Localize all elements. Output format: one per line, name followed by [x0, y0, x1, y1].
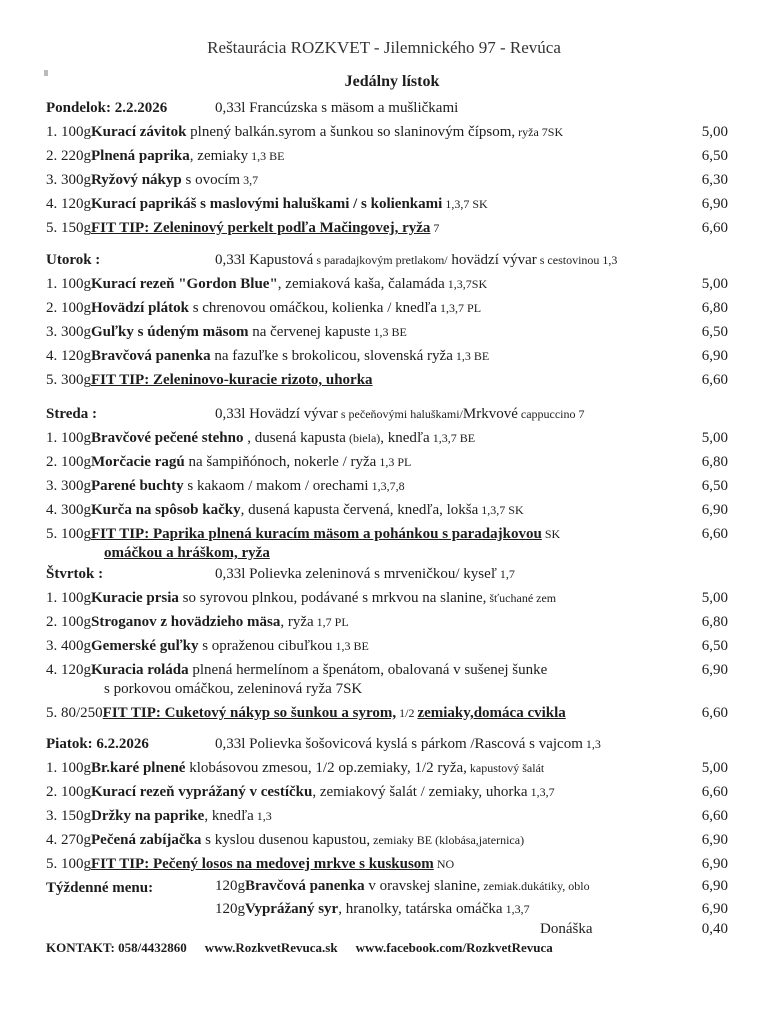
allergens: 3,7: [240, 173, 259, 187]
menu-item: [46, 502, 738, 524]
price: 6,90: [701, 832, 728, 848]
day-heading: [46, 252, 100, 269]
soup-detail: 1,7: [496, 567, 515, 581]
soup-volume: 0,33l: [215, 566, 246, 582]
dish-name: Gemerské guľky: [91, 638, 199, 654]
dish-note: (biela): [345, 431, 381, 445]
soup-volume: 0,33l: [215, 736, 246, 752]
allergens: NO: [433, 857, 455, 871]
menu-item: [46, 324, 738, 346]
menu-item-text: [46, 148, 284, 165]
allergens: 1,3: [253, 809, 272, 823]
fit-tip-detail: 1/2: [396, 706, 418, 720]
dish-name: Vyprážaný syr: [245, 901, 339, 917]
dish-description: so syrovou plnkou, podávané s mrkvou na slanine,: [178, 590, 487, 606]
day-heading: [46, 406, 97, 423]
price: 6,90: [701, 348, 728, 364]
soup-name: Kapustová: [249, 252, 314, 268]
allergens: ryža 7SK: [515, 125, 564, 139]
dish-description: , dusená kapusta: [243, 430, 346, 446]
soup-name: Polievka zeleninová s mrveničkou/ kyseľ: [249, 566, 497, 582]
dish-description: s kakaom / makom / orechami: [183, 478, 369, 494]
price: 6,60: [701, 784, 728, 800]
allergens: 1,3 BE: [248, 149, 285, 163]
dish-description-cont: , knedľa: [380, 430, 430, 446]
soup-alt-name: Mrkvové: [462, 406, 518, 422]
menu-item-text: [46, 808, 272, 825]
allergens: 1,3,7 SK: [478, 503, 524, 517]
dish-name: Guľky s údeným mäsom: [91, 324, 249, 340]
day-heading: [46, 736, 149, 753]
menu-item-text: [46, 502, 524, 519]
item-number-weight: 2. 220g: [46, 148, 91, 164]
fit-tip-name: FIT TIP: Pečený losos na medovej mrkve s kuskusom: [91, 856, 434, 872]
soup-alt-name: hovädzí vývar: [447, 252, 537, 268]
weekly-menu-item: [215, 878, 738, 900]
fit-tip-name-cont: omáčkou a hráškom, ryža: [104, 545, 270, 561]
dish-description: , zemiakový šalát / zemiaky, uhorka: [312, 784, 528, 800]
item-number-weight: 1. 100g: [46, 590, 91, 606]
facebook-link: www.facebook.com/RozkvetRevuca: [355, 940, 553, 955]
day-name: Streda :: [46, 406, 97, 422]
day-name: Štvrtok :: [46, 566, 104, 582]
menu-title: Jedálny lístok: [344, 73, 440, 90]
item-number-weight: 2. 100g: [46, 614, 91, 630]
dish-description: , ryža: [280, 614, 314, 630]
menu-item-text: [46, 832, 524, 849]
dish-name: Br.karé plnené: [91, 760, 186, 776]
menu-item: [46, 590, 738, 612]
dish-description: na červenej kapuste: [248, 324, 371, 340]
price: 6,60: [701, 220, 728, 236]
dish-name: Kurací rezeň "Gordon Blue": [91, 276, 278, 292]
soup-detail: s paradajkovým pretlakom/: [313, 253, 448, 267]
allergens: 1,3,7: [502, 902, 530, 916]
dish-name: Kurací rezeň vyprážaný v cestíčku: [91, 784, 313, 800]
day-name: Piatok:: [46, 736, 93, 752]
price: 6,50: [701, 638, 728, 654]
price: 6,50: [701, 148, 728, 164]
item-number-weight: 3. 300g: [46, 324, 91, 340]
price: 5,00: [701, 590, 728, 606]
price: 5,00: [701, 760, 728, 776]
menu-item: [46, 220, 738, 242]
menu-item-text: [46, 430, 475, 447]
soup-detail: 1,3: [582, 737, 601, 751]
price: 6,50: [701, 324, 728, 340]
item-number-weight: 3. 150g: [46, 808, 91, 824]
menu-item: [46, 760, 738, 782]
soup-alt-detail: s cestovinou 1,3: [536, 253, 618, 267]
dish-name: Stroganov z hovädzieho mäsa: [91, 614, 281, 630]
contact-phone: KONTAKT: 058/4432860: [46, 940, 187, 955]
price: 6,90: [701, 502, 728, 518]
allergens: 1,3 BE: [452, 349, 490, 363]
allergens: zemiaky BE (klobása,jaternica): [370, 833, 525, 847]
allergens: 1,3,7 BE: [429, 431, 476, 445]
dish-description: , hranolky, tatárska omáčka: [338, 901, 503, 917]
allergens: 1,3,7 SK: [442, 197, 488, 211]
soup-volume: 0,33l: [215, 406, 246, 422]
menu-item: [46, 124, 738, 146]
price: 6,60: [701, 372, 728, 388]
menu-item: [46, 454, 738, 476]
price: 6,80: [701, 614, 728, 630]
day-soup: [215, 736, 601, 753]
soup-volume: 0,33l: [215, 252, 246, 268]
item-number-weight: 4. 270g: [46, 832, 91, 848]
menu-item: [46, 638, 738, 660]
soup-detail: s pečeňovými haluškami/: [337, 407, 463, 421]
menu-item: [46, 348, 738, 370]
price: 6,90: [701, 856, 728, 872]
item-number-weight: 3. 300g: [46, 478, 91, 494]
menu-item-text: [46, 220, 439, 237]
menu-item: [46, 430, 738, 452]
dish-description: v oravskej slanine,: [364, 878, 481, 894]
dish-name: Pečená zabíjačka: [91, 832, 202, 848]
price: 6,60: [701, 808, 728, 824]
item-number-weight: 5. 80/250: [46, 705, 103, 721]
restaurant-header: Reštaurácia ROZKVET - Jilemnického 97 - Revúca: [207, 38, 561, 57]
menu-item-text: [46, 454, 411, 471]
dish-description: , zemiaky: [189, 148, 249, 164]
menu-item-text: [46, 662, 547, 679]
item-weight: 120g: [215, 901, 245, 917]
menu-item-text: [46, 276, 487, 293]
dish-name: Morčacie ragú: [91, 454, 185, 470]
dish-name: Plnená paprika: [91, 148, 190, 164]
item-number-weight: 5. 300g: [46, 372, 91, 388]
allergens: kapustový šalát: [466, 761, 545, 775]
dish-name: Kurča na spôsob kačky: [91, 502, 241, 518]
price: 6,50: [701, 478, 728, 494]
fit-tip-name-cont: zemiaky,domáca cvikla: [417, 705, 566, 721]
allergens: 1,7 PL: [313, 615, 349, 629]
item-weight: 120g: [215, 878, 245, 894]
item-number-weight: 4. 120g: [46, 348, 91, 364]
fit-tip-name: FIT TIP: Cuketový nákyp so šunkou a syrom,: [102, 705, 397, 721]
menu-item: [46, 856, 738, 878]
delivery-label: Donáška: [540, 921, 593, 937]
day-date: 6.2.2026: [96, 736, 149, 752]
menu-item-text: [46, 196, 488, 213]
menu-item-text: [46, 526, 560, 543]
menu-item-text: [46, 856, 454, 873]
menu-item-text: [46, 172, 258, 189]
menu-item-text: [46, 300, 481, 317]
price: 5,00: [701, 124, 728, 140]
dish-name: Kuracia roláda: [91, 662, 189, 678]
day-name: Utorok :: [46, 252, 101, 268]
dish-name: Kurací závitok: [91, 124, 187, 140]
day-heading: [46, 566, 103, 583]
item-number-weight: 1. 100g: [46, 124, 91, 140]
menu-item-text: [46, 478, 405, 495]
item-number-weight: 2. 100g: [46, 454, 91, 470]
delivery-price: 0,40: [701, 921, 728, 937]
dish-name: Bravčová panenka: [245, 878, 365, 894]
price: 6,80: [701, 454, 728, 470]
menu-item: [46, 832, 738, 854]
allergens: 1,3,7: [527, 785, 555, 799]
dish-name: Kurací paprikáš s maslovými haluškami / s kolienkami: [91, 196, 443, 212]
dish-description: s chrenovou omáčkou, kolienka / knedľa: [188, 300, 438, 316]
menu-item: [46, 196, 738, 218]
item-number-weight: 3. 300g: [46, 172, 91, 188]
menu-item-text: [46, 705, 566, 722]
menu-item-text: [46, 372, 373, 389]
dish-name: Kuracie prsia: [91, 590, 179, 606]
dish-description: s opraženou cibuľkou: [198, 638, 333, 654]
menu-item: [46, 300, 738, 322]
menu-item-text: [46, 638, 369, 655]
price: 6,90: [701, 662, 728, 678]
dish-description: , dusená kapusta červená, knedľa, lokša: [240, 502, 479, 518]
price: 5,00: [701, 430, 728, 446]
dish-description: , knedľa: [204, 808, 254, 824]
menu-item-text: [46, 760, 544, 777]
item-number-weight: 1. 100g: [46, 760, 91, 776]
menu-item: [46, 172, 738, 194]
footer-contact: [46, 940, 571, 956]
menu-item-text: [46, 324, 407, 341]
dish-description: klobásovou zmesou, 1/2 op.zemiaky, 1/2 ryža,: [185, 760, 467, 776]
price: 6,90: [701, 901, 728, 917]
price: 6,60: [701, 526, 728, 542]
allergens: 7: [430, 221, 440, 235]
menu-item: [46, 276, 738, 298]
item-number-weight: 2. 100g: [46, 784, 91, 800]
menu-item-text: [46, 614, 349, 631]
menu-item-continuation: [104, 545, 270, 562]
dish-name: Hovädzí plátok: [91, 300, 189, 316]
weekly-menu-item: [215, 901, 738, 923]
allergens: 1,3,7,8: [368, 479, 405, 493]
allergens: 1,3,7 PL: [437, 301, 482, 315]
item-number-weight: 2. 100g: [46, 300, 91, 316]
soup-alt-detail: cappuccino 7: [517, 407, 585, 421]
day-soup: [215, 252, 617, 269]
allergens: zemiak.dukátiky, oblo: [480, 879, 590, 893]
day-soup: [215, 566, 515, 583]
dish-description-cont: s porkovou omáčkou, zeleninová ryža 7SK: [104, 681, 363, 697]
day-date: 2.2.2026: [114, 100, 168, 116]
allergens: 1,3,7SK: [444, 277, 488, 291]
menu-item-text: [46, 348, 489, 365]
price: 6,90: [701, 196, 728, 212]
dish-name: Bravčové pečené stehno: [91, 430, 244, 446]
fit-tip-name: FIT TIP: Zeleninovo-kuracie rizoto, uhorka: [91, 372, 373, 388]
menu-item: [46, 478, 738, 500]
soup-name: Polievka šošovicová kyslá s párkom /Rascová s vajcom: [249, 736, 583, 752]
item-number-weight: 4. 120g: [46, 662, 91, 678]
price: 6,60: [701, 705, 728, 721]
dish-name: Ryžový nákyp: [91, 172, 182, 188]
menu-item-continuation: [104, 681, 362, 698]
scan-speck: [44, 70, 48, 76]
dish-description: na fazuľke s brokolicou, slovenská ryža: [210, 348, 453, 364]
item-number-weight: 1. 100g: [46, 276, 91, 292]
item-number-weight: 5. 100g: [46, 856, 91, 872]
menu-item: [46, 705, 738, 727]
day-heading: [46, 100, 167, 117]
fit-tip-name: FIT TIP: Paprika plnená kuracím mäsom a pohánkou s paradajkovou: [91, 526, 542, 542]
item-number-weight: 4. 120g: [46, 196, 91, 212]
allergens: šťuchané zem: [486, 591, 557, 605]
soup-volume: 0,33l: [215, 100, 246, 116]
fit-tip-name: FIT TIP: Zeleninový perkelt podľa Mačingovej, ryža: [91, 220, 431, 236]
allergens: 1,3 BE: [370, 325, 407, 339]
menu-item: [46, 372, 738, 394]
menu-item: [46, 148, 738, 170]
price: 6,80: [701, 300, 728, 316]
menu-item-text: [46, 590, 556, 607]
dish-description: s ovocím: [181, 172, 241, 188]
dish-description: , zemiaková kaša, čalamáda: [277, 276, 445, 292]
dish-description: plnená hermelínom a špenátom, obalovaná v sušenej šunke: [188, 662, 548, 678]
price: 5,00: [701, 276, 728, 292]
allergens: SK: [541, 527, 561, 541]
item-number-weight: 3. 400g: [46, 638, 91, 654]
day-soup: [215, 100, 458, 117]
item-number-weight: 4. 300g: [46, 502, 91, 518]
menu-item: [46, 784, 738, 806]
item-number-weight: 5. 100g: [46, 526, 91, 542]
allergens: 1,3 BE: [332, 639, 369, 653]
item-number-weight: 5. 150g: [46, 220, 91, 236]
weekly-menu-label: Týždenné menu:: [46, 880, 154, 896]
price: 6,90: [701, 878, 728, 894]
allergens: 1,3 PL: [376, 455, 412, 469]
menu-item-text: [46, 124, 563, 141]
item-number-weight: 1. 100g: [46, 430, 91, 446]
day-name: Pondelok:: [46, 100, 112, 116]
dish-description: s kyslou dusenou kapustou,: [201, 832, 371, 848]
dish-description: plnený balkán.syrom a šunkou so slaninovým čípsom,: [186, 124, 516, 140]
dish-name: Parené buchty: [91, 478, 184, 494]
dish-name: Bravčová panenka: [91, 348, 211, 364]
day-soup: [215, 406, 585, 423]
menu-item-text: [46, 784, 555, 801]
dish-description: na šampiňónoch, nokerle / ryža: [184, 454, 377, 470]
menu-item: [46, 614, 738, 636]
dish-name: Držky na paprike: [91, 808, 205, 824]
price: 6,30: [701, 172, 728, 188]
website-link: www.RozkvetRevuca.sk: [204, 940, 338, 955]
soup-name: Hovädzí vývar: [249, 406, 338, 422]
menu-item: [46, 808, 738, 830]
soup-name: Francúzska s mäsom a mušličkami: [249, 100, 459, 116]
